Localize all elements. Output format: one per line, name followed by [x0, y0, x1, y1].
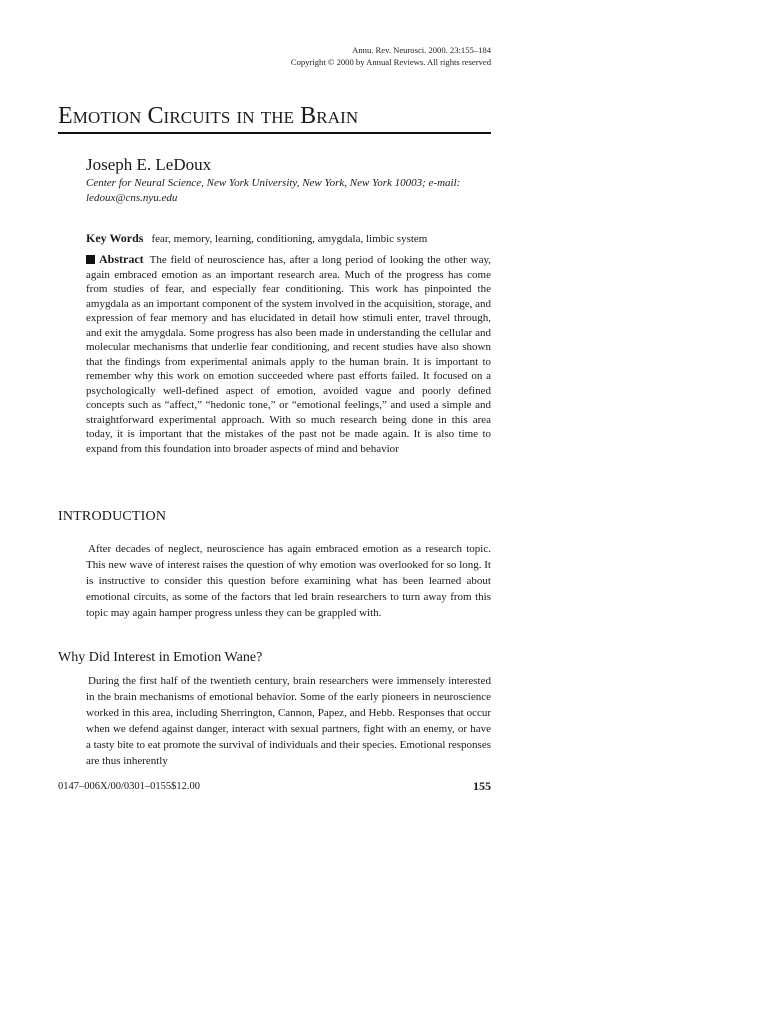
keywords	[86, 231, 427, 247]
keywords-text: fear, memory, learning, conditioning, amygdala, limbic system	[151, 233, 428, 245]
journal-header	[291, 44, 491, 68]
section-heading-introduction: INTRODUCTION	[58, 509, 167, 524]
page-number: 155	[473, 779, 491, 793]
abstract-marker-icon	[86, 255, 95, 264]
subsection-heading: Why Did Interest in Emotion Wane?	[58, 650, 263, 665]
article-title: Emotion Circuits in the Brain	[58, 103, 359, 129]
copyright-notice: Copyright © 2000 by Annual Reviews. All rights reserved	[290, 57, 491, 67]
keywords-label: Key Words	[86, 231, 144, 245]
abstract-label: Abstract	[99, 252, 144, 266]
journal-citation: Annu. Rev. Neurosci. 2000. 23:155–184	[352, 45, 491, 55]
footer-code: 0147–006X/00/0301–0155$12.00	[58, 781, 201, 792]
introduction-paragraph: After decades of neglect, neuroscience has again embraced emotion as a research topic. This new wave of interest raises the question of why emotion was overlooked for so long. It is instructive to consider this question before examining what has been learned about emotional circuits, as some of the factors that led brain researchers to turn away from this topic may again hamper progress unless they can be grappled with.	[86, 543, 491, 619]
abstract-text: The field of neuroscience has, after a long period of looking the other way, again embraced emotion as an important research area. Much of the progress has come from studies of fear, and especially fear conditioning. This work has pinpointed the amygdala as an important component of the system involved in the acquisition, storage, and expression of fear memory and has elucidated in detail how stimuli enter, travel through, and exit the amygdala. Some progress has also been made in understanding the cellular and molecular mechanisms that underlie fear conditioning, and recent studies have also shown that the findings from experimental animals apply to the human brain. It is important to remember why this work on emotion succeeded where past efforts failed. It focused on a psychologically well-defined aspect of emotion, avoided vague and poorly defined concepts such as “affect,” “hedonic tone,” or “emotional feelings,” and used a simple and straightforward experimental approach. With so much research being done in this area today, it is important that the mistakes of the past not be made again. It is also time to expand from this foundation into broader aspects of mind and behavior	[86, 254, 491, 455]
title-rule	[58, 132, 491, 134]
author-name: Joseph E. LeDoux	[86, 155, 212, 174]
abstract	[86, 252, 491, 456]
subsection-paragraph: During the first half of the twentieth century, brain researchers were immensely interested in the brain mechanisms of emotional behavior. Some of the early pioneers in neuroscience worked in this area, including Sherrington, Cannon, Papez, and Hebb. Responses that occur when we defend against danger, interact with sexual partners, fight with an enemy, or have a tasty bite to eat promote the survival of individuals and their species. Emotional responses are thus inherently	[86, 675, 491, 767]
author-affiliation: Center for Neural Science, New York University, New York, New York 10003; e-mail: ledoux@cns.nyu.edu	[86, 177, 461, 204]
